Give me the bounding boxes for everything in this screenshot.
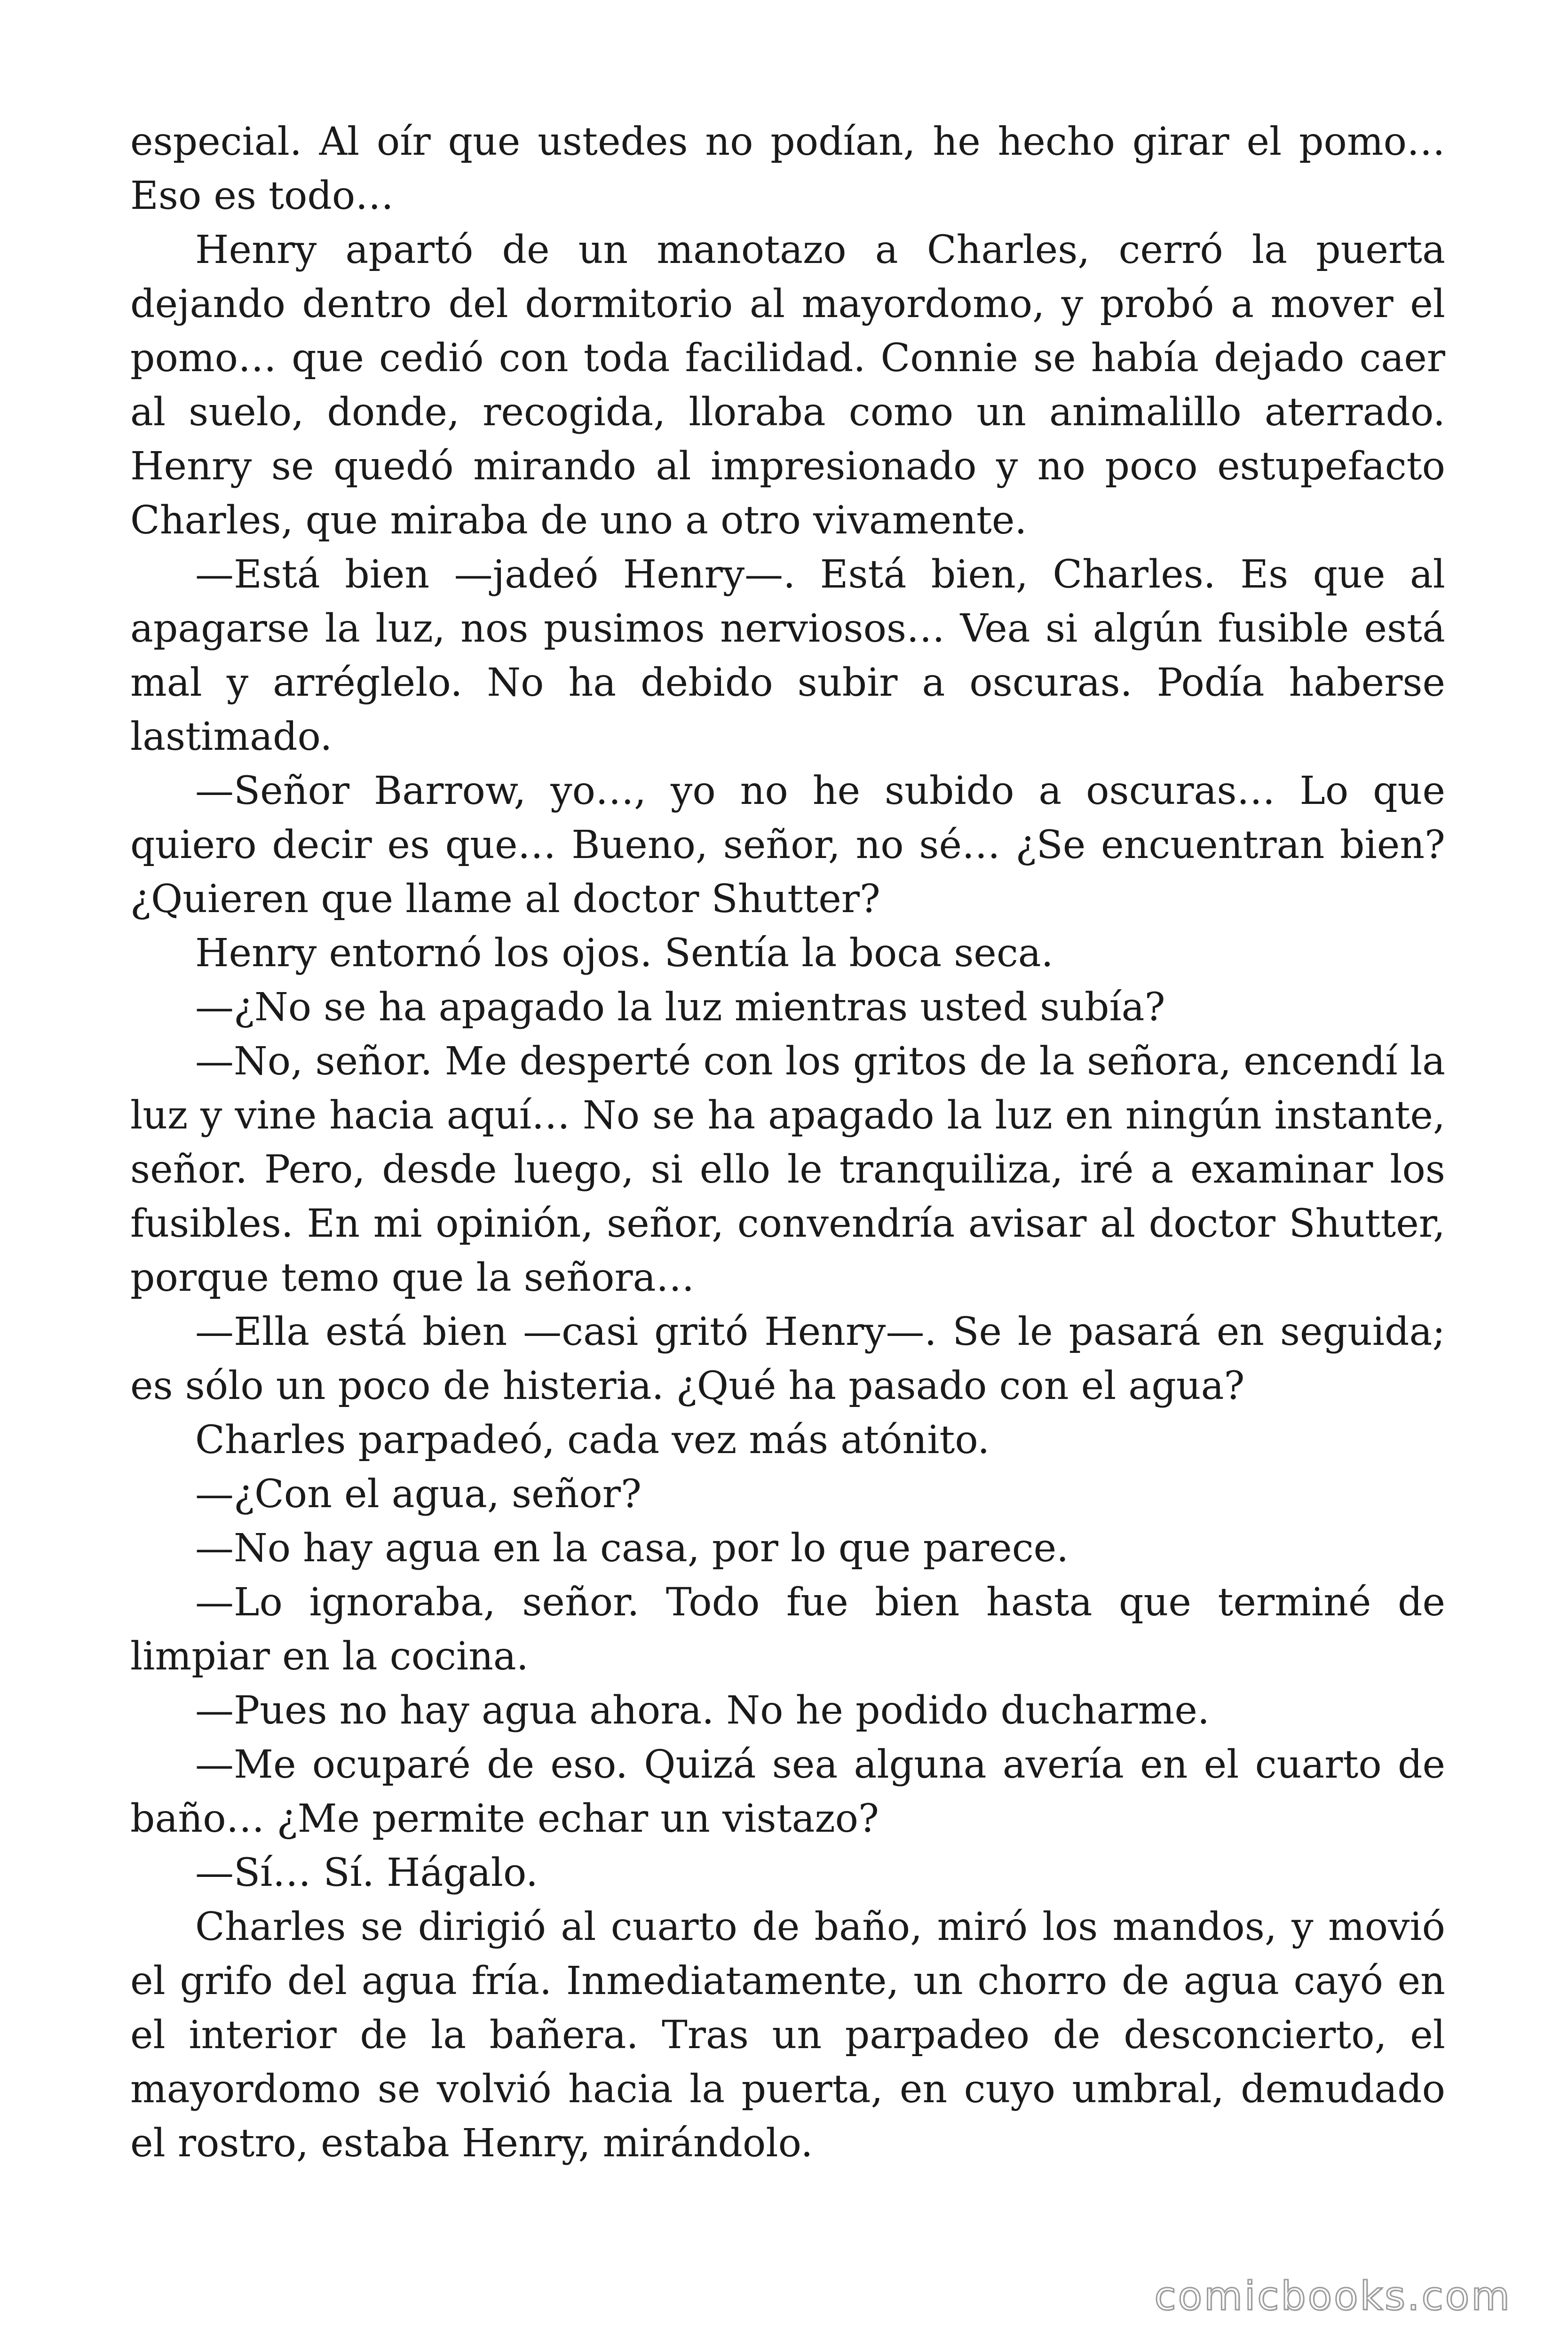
- paragraph: —Ella está bien —casi gritó Henry—. Se le pasará en seguida; es sólo un poco de histeria. ¿Qué ha pasado con el agua?: [130, 1310, 1445, 1408]
- paragraph: —Sí… Sí. Hágalo.: [195, 1851, 538, 1895]
- paragraph: Charles se dirigió al cuarto de baño, miró los mandos, y movió el grifo del agua fría. Inmediatamente, un chorro de agua cayó en el interior de la bañera. Tras un parpadeo de desconcierto, el mayordomo se volvió hacia la puerta, en cuyo umbral, demudado el rostro, estaba Henry, mirándolo.: [130, 1905, 1445, 2166]
- paragraph: —Me ocuparé de eso. Quizá sea alguna avería en el cuarto de baño… ¿Me permite echar un vistazo?: [130, 1742, 1445, 1841]
- paragraph-continuation: especial. Al oír que ustedes no podían, he hecho girar el pomo… Eso es todo…: [130, 119, 1445, 218]
- paragraph: —Está bien —jadeó Henry—. Está bien, Charles. Es que al apagarse la luz, nos pusimos nerviosos… Vea si algún fusible está mal y arréglelo. No ha debido subir a oscuras. Podía haberse lastimado.: [130, 552, 1445, 759]
- paragraph: Charles parpadeó, cada vez más atónito.: [195, 1418, 990, 1462]
- paragraph: —No hay agua en la casa, por lo que parece.: [195, 1526, 1069, 1571]
- paragraph: —Lo ignoraba, señor. Todo fue bien hasta que terminé de limpiar en la cocina.: [130, 1580, 1445, 1679]
- paragraph: —No, señor. Me desperté con los gritos de la señora, encendí la luz y vine hacia aquí… No se ha apagado la luz en ningún instante, señor. Pero, desde luego, si ello le tranquiliza, iré a examinar los fusibles. En mi opinión, señor, convendría avisar al doctor Shutter, porque temo que la señora…: [130, 1039, 1445, 1300]
- paragraph: —¿No se ha apagado la luz mientras usted subía?: [195, 985, 1165, 1030]
- paragraph: Henry apartó de un manotazo a Charles, cerró la puerta dejando dentro del dormitorio al mayordomo, y probó a mover el pomo… que cedió con toda facilidad. Connie se había dejado caer al suelo, donde, recogida, lloraba como un animalillo aterrado. Henry se quedó mirando al impresionado y no poco estupefacto Charles, que miraba de uno a otro vivamente.: [130, 228, 1445, 543]
- paragraph: —Señor Barrow, yo…, yo no he subido a oscuras… Lo que quiero decir es que… Bueno, señor, no sé… ¿Se encuentran bien? ¿Quieren que llame al doctor Shutter?: [130, 769, 1445, 922]
- paragraph: Henry entornó los ojos. Sentía la boca seca.: [195, 931, 1053, 976]
- watermark: comicbooks.com: [1154, 2273, 1512, 2319]
- paragraph: —¿Con el agua, señor?: [195, 1472, 641, 1517]
- paragraph: —Pues no hay agua ahora. No he podido ducharme.: [195, 1688, 1210, 1733]
- page-body: [130, 115, 1445, 2170]
